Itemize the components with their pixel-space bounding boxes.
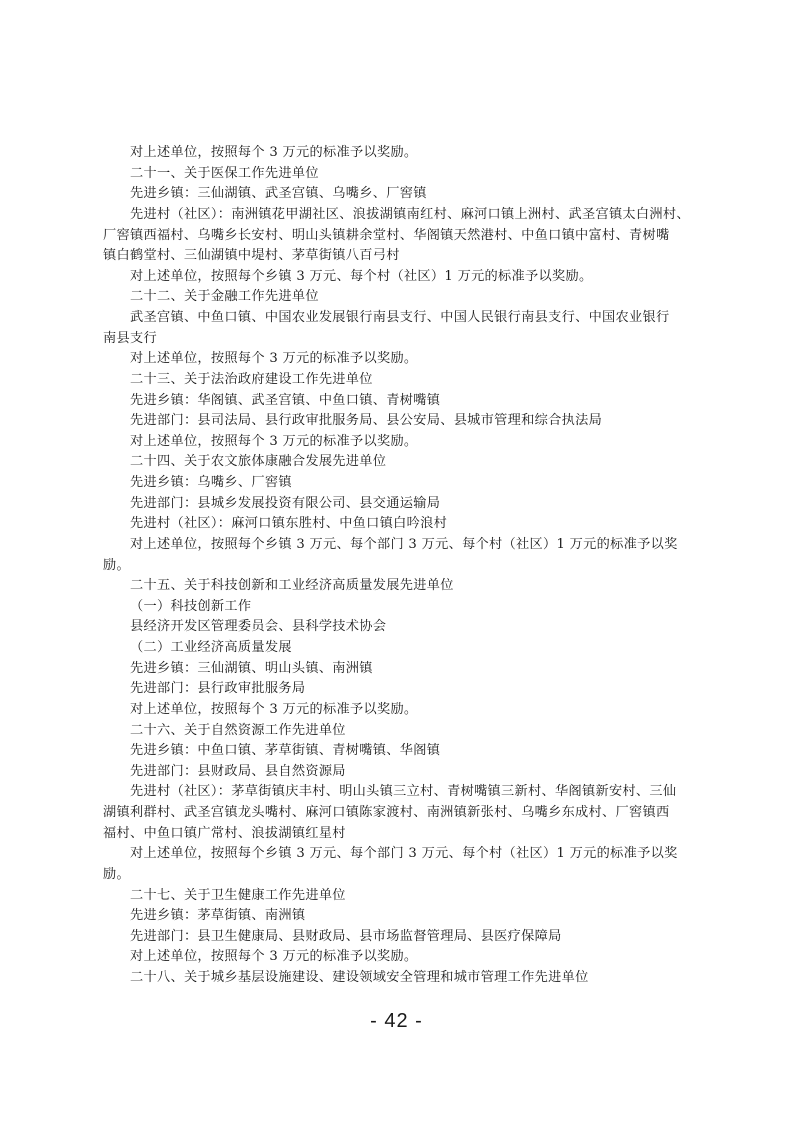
text-line: 先进部门：县财政局、县自然资源局	[130, 763, 346, 779]
text-line: 先进乡镇：华阁镇、武圣宫镇、中鱼口镇、青树嘴镇	[130, 392, 441, 408]
text-line: 对上述单位，按照每个 3 万元的标准予以奖励。	[130, 145, 418, 160]
text-line: 湖镇利群村、武圣宫镇龙头嘴村、麻河口镇陈家渡村、南洲镇新张村、乌嘴乡东成村、厂窖镇西	[103, 805, 670, 820]
text-line: 镇白鹤堂村、三仙湖镇中堤村、茅草街镇八百弓村	[103, 248, 400, 264]
text-line: 福村、中鱼口镇广常村、浪拔湖镇红星村	[103, 825, 346, 841]
text-line: （一）科技创新工作	[130, 598, 252, 614]
text-line: 二十七、关于卫生健康工作先进单位	[130, 887, 346, 903]
text-line: 二十六、关于自然资源工作先进单位	[130, 722, 346, 738]
text-line: 二十五、关于科技创新和工业经济高质量发展先进单位	[130, 578, 454, 594]
text-line: 二十一、关于医保工作先进单位	[130, 165, 319, 181]
text-line: 先进村（社区）：南洲镇花甲湖社区、浪拔湖镇南红村、麻河口镇上洲村、武圣宫镇太白洲村、	[130, 206, 690, 222]
text-line: 对上述单位，按照每个乡镇 3 万元、每个部门 3 万元、每个村（社区）1 万元的标准予以奖	[130, 536, 678, 552]
text-line: 武圣宫镇、中鱼口镇、中国农业发展银行南县支行、中国人民银行南县支行、中国农业银行	[130, 310, 670, 325]
text-line: 厂窖镇西福村、乌嘴乡长安村、明山头镇耕余堂村、华阁镇天然港村、中鱼口镇中富村、青树嘴	[103, 227, 670, 243]
text-line: 对上述单位，按照每个 3 万元的标准予以奖励。	[130, 433, 418, 449]
text-line: 先进乡镇：三仙湖镇、明山头镇、南洲镇	[130, 660, 373, 676]
text-line: 先进部门：县城乡发展投资有限公司、县交通运输局	[130, 495, 441, 511]
text-line: 县经济开发区管理委员会、县科学技术协会	[130, 619, 387, 635]
text-line: 对上述单位，按照每个 3 万元的标准予以奖励。	[130, 949, 418, 965]
text-line: 先进乡镇：三仙湖镇、武圣宫镇、乌嘴乡、厂窖镇	[130, 186, 427, 202]
text-line: 对上述单位，按照每个乡镇 3 万元、每个村（社区）1 万元的标准予以奖励。	[130, 268, 593, 284]
text-line: 励。	[103, 557, 130, 573]
text-line: 二十四、关于农文旅体康融合发展先进单位	[130, 454, 387, 470]
text-line: 先进村（社区）：茅草街镇庆丰村、明山头镇三立村、青树嘴镇三新村、华阁镇新安村、三仙	[130, 784, 677, 800]
text-line: 对上述单位，按照每个 3 万元的标准予以奖励。	[130, 351, 418, 367]
text-line: 先进乡镇：茅草街镇、南洲镇	[130, 908, 306, 924]
page-number: - 42 -	[370, 1010, 423, 1032]
text-line: 励。	[103, 866, 130, 882]
text-line: 先进部门：县行政审批服务局	[130, 681, 306, 697]
text-line: 二十三、关于法治政府建设工作先进单位	[130, 371, 373, 387]
text-line: 二十二、关于金融工作先进单位	[130, 289, 319, 305]
text-line: 先进部门：县司法局、县行政审批服务局、县公安局、县城市管理和综合执法局	[130, 413, 603, 429]
text-line: （二）工业经济高质量发展	[130, 640, 292, 655]
text-line: 对上述单位，按照每个乡镇 3 万元、每个部门 3 万元、每个村（社区）1 万元的标准予以奖	[130, 846, 678, 862]
text-line: 二十八、关于城乡基层设施建设、建设领域安全管理和城市管理工作先进单位	[130, 970, 589, 985]
document-body	[103, 143, 695, 989]
text-line: 南县支行	[103, 330, 157, 346]
text-line: 先进乡镇：中鱼口镇、茅草街镇、青树嘴镇、华阁镇	[130, 743, 441, 759]
text-line: 先进乡镇：乌嘴乡、厂窖镇	[130, 475, 292, 490]
text-line: 先进部门：县卫生健康局、县财政局、县市场监督管理局、县医疗保障局	[130, 928, 562, 944]
text-line: 对上述单位，按照每个 3 万元的标准予以奖励。	[130, 701, 418, 717]
text-line: 先进村（社区）：麻河口镇东胜村、中鱼口镇白吟浪村	[130, 516, 448, 532]
